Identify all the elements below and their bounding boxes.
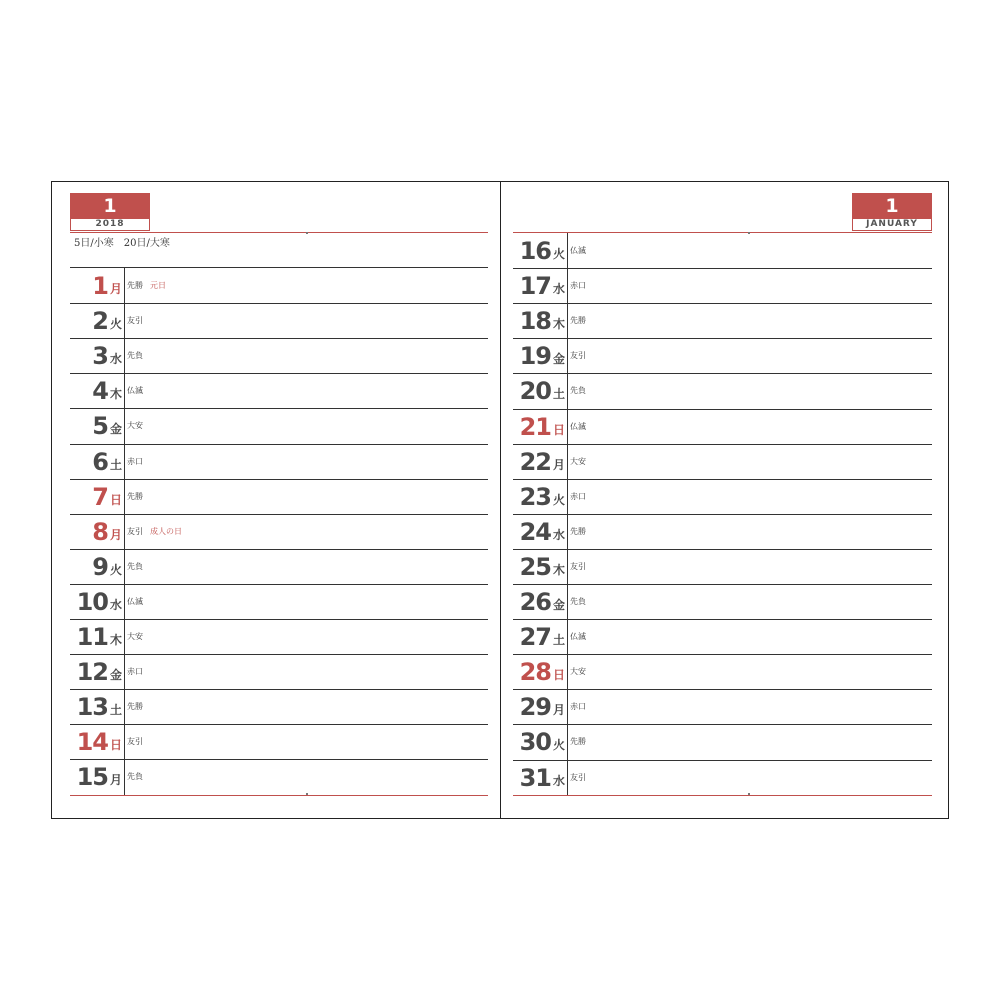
rokuyo-label: 先負 (570, 386, 586, 396)
rokuyo-label: 仏滅 (570, 246, 586, 255)
day-row[interactable] (70, 444, 488, 479)
rokuyo-label: 先勝 (127, 491, 143, 501)
day-number: 19 (519, 342, 551, 371)
weekday: 日 (110, 492, 123, 507)
day-row[interactable] (70, 759, 488, 794)
day-number: 30 (519, 728, 551, 757)
day-row[interactable] (513, 303, 932, 338)
rokuyo-label: 友引 (127, 526, 143, 536)
left-page (52, 182, 500, 818)
solar-terms-note: 5日/小寒 20日/大寒 (74, 238, 170, 249)
day-number: 26 (519, 588, 551, 616)
day-row[interactable] (70, 479, 488, 514)
weekday: 土 (110, 457, 123, 472)
day-number: 6 (92, 447, 108, 476)
day-number: 10 (76, 587, 108, 616)
day-row[interactable] (70, 338, 488, 373)
month-number: 1 (853, 194, 931, 219)
rokuyo-label: 友引 (570, 772, 586, 782)
weekday: 月 (553, 457, 566, 472)
day-row[interactable] (513, 268, 932, 303)
rokuyo-label: 大安 (127, 632, 143, 641)
day-number: 25 (519, 552, 551, 581)
weekday: 水 (110, 597, 123, 612)
day-number: 1 (92, 272, 108, 300)
day-row[interactable] (513, 724, 932, 759)
rokuyo-label: 友引 (127, 316, 143, 326)
weekday: 金 (553, 352, 566, 367)
day-row[interactable] (513, 338, 932, 373)
day-number: 11 (76, 623, 108, 651)
day-row[interactable] (70, 268, 488, 303)
day-number: 15 (76, 763, 108, 792)
day-number: 27 (519, 623, 551, 652)
weekday: 火 (553, 738, 566, 753)
center-mark (306, 232, 308, 234)
rokuyo-label: 友引 (570, 351, 586, 361)
day-number: 28 (519, 658, 551, 687)
day-number: 29 (519, 693, 551, 722)
rokuyo-label: 先勝 (127, 702, 143, 712)
day-number: 5 (92, 412, 108, 441)
day-number: 24 (519, 517, 551, 546)
weekday: 月 (110, 282, 123, 296)
weekday: 水 (553, 527, 566, 542)
rokuyo-label: 先負 (127, 351, 143, 361)
day-number: 12 (76, 658, 108, 687)
rokuyo-label: 先負 (127, 772, 143, 782)
rokuyo-label: 大安 (570, 667, 586, 677)
day-number: 8 (92, 517, 108, 546)
month-year-tab (70, 193, 150, 231)
day-number: 31 (519, 763, 551, 792)
rokuyo-label: 友引 (570, 561, 586, 571)
weekday: 月 (553, 703, 566, 718)
weekday: 水 (553, 282, 566, 297)
weekday: 金 (110, 422, 123, 437)
rokuyo-label: 先負 (570, 597, 586, 606)
year-label: 2018 (95, 219, 125, 229)
day-row[interactable] (513, 514, 932, 549)
weekday: 木 (110, 633, 123, 647)
day-row[interactable] (70, 303, 488, 338)
rokuyo-label: 赤口 (127, 456, 143, 466)
month-name-tab (852, 193, 932, 231)
weekday: 水 (553, 773, 566, 788)
day-number: 3 (92, 342, 108, 371)
day-number: 14 (76, 728, 108, 757)
center-mark (306, 793, 308, 795)
rokuyo-label: 仏滅 (570, 632, 586, 642)
day-row[interactable] (70, 724, 488, 759)
day-number: 17 (519, 272, 551, 301)
day-row[interactable] (70, 373, 488, 408)
day-number: 21 (519, 412, 551, 441)
day-row[interactable] (513, 549, 932, 584)
weekday: 金 (110, 668, 123, 683)
rokuyo-label: 先勝 (570, 316, 586, 326)
center-mark (748, 793, 750, 795)
weekday: 火 (553, 247, 566, 261)
month-name-label: JANUARY (866, 219, 918, 229)
day-row[interactable] (513, 444, 932, 479)
weekday: 月 (110, 527, 123, 542)
rokuyo-label: 大安 (570, 456, 586, 466)
rokuyo-label: 赤口 (570, 702, 586, 712)
weekday: 日 (110, 738, 123, 753)
weekday: 土 (553, 387, 566, 402)
day-number: 18 (519, 307, 551, 336)
day-number: 7 (92, 482, 108, 511)
weekday: 木 (553, 562, 566, 577)
day-row[interactable] (513, 654, 932, 689)
header-rule (70, 232, 488, 233)
day-row[interactable] (70, 584, 488, 619)
day-number: 16 (519, 237, 551, 265)
holiday-label: 元日 (150, 281, 166, 290)
holiday-label: 成人の日 (150, 526, 182, 536)
rokuyo-label: 赤口 (570, 491, 586, 501)
day-row[interactable] (513, 409, 932, 444)
day-number: 4 (92, 377, 108, 406)
day-row[interactable] (70, 619, 488, 654)
day-row[interactable] (513, 584, 932, 619)
rokuyo-label: 先勝 (570, 526, 586, 536)
day-row[interactable] (70, 408, 488, 443)
day-number: 22 (519, 447, 551, 476)
rokuyo-label: 先勝 (570, 737, 586, 747)
rokuyo-label: 先負 (127, 561, 143, 571)
day-row[interactable] (513, 760, 932, 795)
weekday: 火 (110, 562, 123, 577)
rokuyo-label: 友引 (127, 737, 143, 747)
rokuyo-label: 仏滅 (127, 596, 143, 606)
weekday: 木 (110, 387, 123, 402)
rokuyo-label: 先勝 (127, 281, 143, 290)
day-row[interactable] (70, 654, 488, 689)
planner-spread (51, 181, 949, 819)
day-row[interactable] (513, 373, 932, 408)
day-row[interactable] (513, 479, 932, 514)
footer-rule (70, 795, 488, 796)
month-number: 1 (71, 194, 149, 219)
day-number: 23 (519, 482, 551, 511)
weekday: 火 (553, 492, 566, 507)
weekday: 月 (110, 773, 123, 788)
day-row[interactable] (70, 689, 488, 724)
footer-rule (513, 795, 932, 796)
rokuyo-label: 仏滅 (127, 386, 143, 396)
weekday: 火 (110, 317, 123, 332)
day-number: 13 (76, 693, 108, 722)
rokuyo-label: 仏滅 (570, 421, 586, 431)
day-number: 20 (519, 377, 551, 406)
rokuyo-label: 大安 (127, 421, 143, 431)
weekday: 水 (110, 352, 123, 367)
day-row[interactable] (513, 689, 932, 724)
rokuyo-label: 赤口 (127, 667, 143, 677)
day-row[interactable] (513, 619, 932, 654)
day-number: 2 (92, 307, 108, 336)
weekday: 日 (553, 422, 566, 437)
right-page (501, 182, 948, 818)
day-row[interactable] (70, 549, 488, 584)
day-row[interactable] (513, 233, 932, 268)
rokuyo-label: 赤口 (570, 281, 586, 291)
weekday: 木 (553, 317, 566, 332)
weekday: 日 (553, 668, 566, 683)
weekday: 土 (553, 633, 566, 648)
weekday: 金 (553, 598, 566, 612)
day-number: 9 (92, 552, 108, 581)
day-row[interactable] (70, 514, 488, 549)
weekday: 土 (110, 703, 123, 718)
